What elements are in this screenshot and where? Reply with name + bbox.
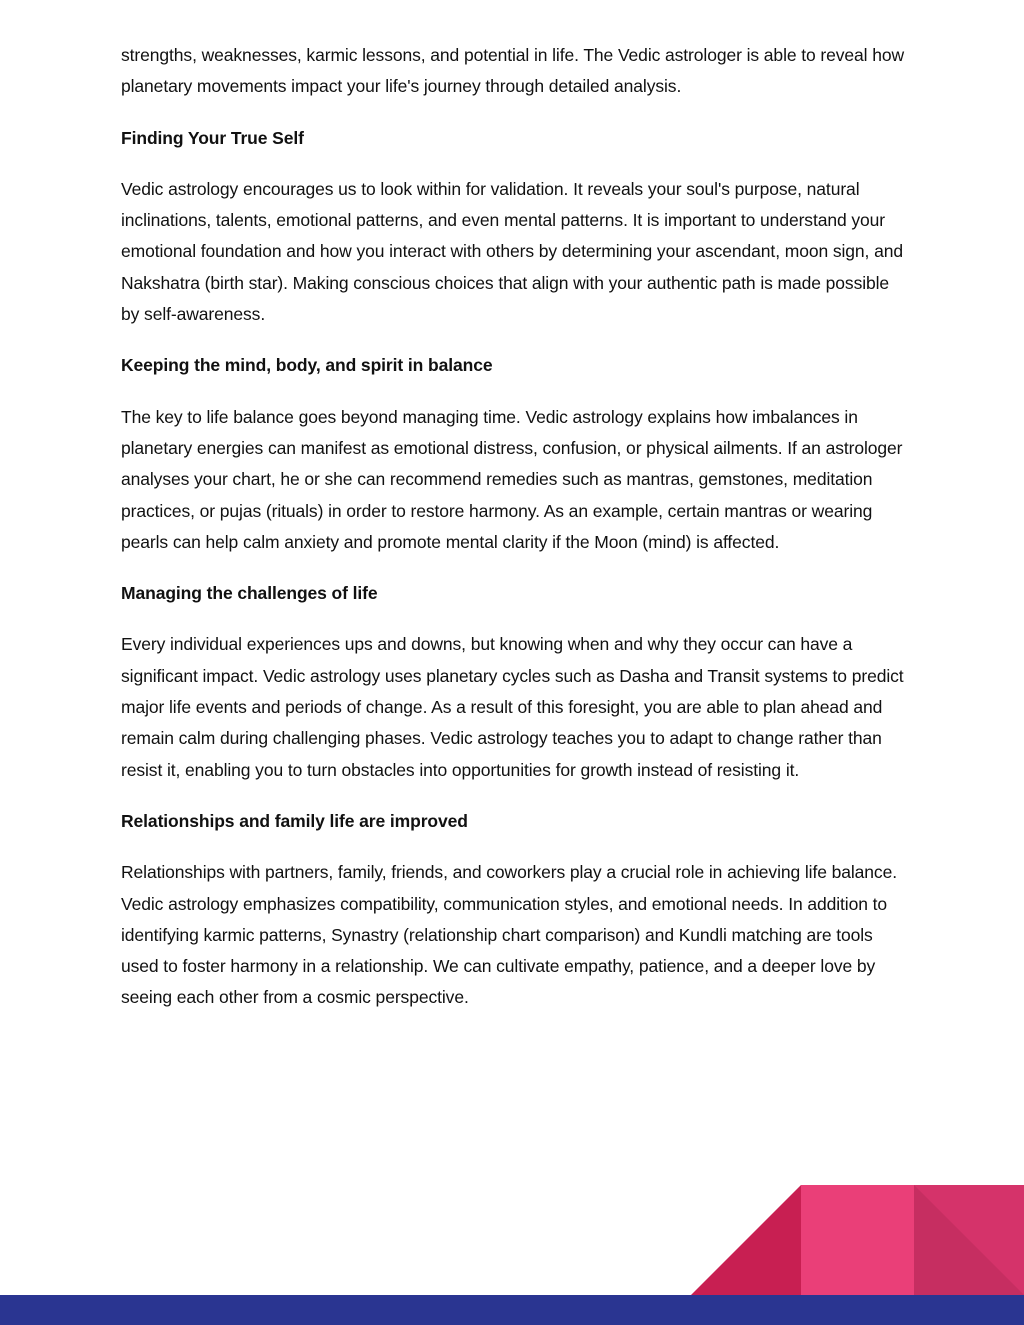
pink-block-shape xyxy=(801,1185,914,1295)
section-paragraph-balance: The key to life balance goes beyond managing time. Vedic astrology explains how imbalances in planetary energies can manifest as emotional distress, confusion, or physical ailments. If an astrologer analyses your chart, he or she can recommend remedies such as mantras, gemstones, meditation practices, or pujas (rituals) in order to restore harmony. As an example, certain mantras or wearing pearls can help calm anxiety and promote mental clarity if the Moon (mind) is affected. xyxy=(121,406,903,552)
footer-decoration xyxy=(0,1180,1024,1325)
section-paragraph-true-self: Vedic astrology encourages us to look within for validation. It reveals your soul's purpose, natural inclinations, talents, emotional patterns, and even mental patterns. It is important to understand your emotional foundation and how you interact with others by determining your ascendant, moon sign, and Nakshatra (birth star). Making conscious choices that align with your authentic path is made possible by self-awareness. xyxy=(121,178,903,325)
intro-paragraph: strengths, weaknesses, karmic lessons, and potential in life. The Vedic astrologer is able to reveal how planetary movements impact your life's journey through detailed analysis. xyxy=(121,45,905,97)
section-heading-relationships: Relationships and family life are improved xyxy=(121,810,468,831)
section-heading-true-self: Finding Your True Self xyxy=(121,127,304,148)
section-paragraph-relationships: Relationships with partners, family, friends, and coworkers play a crucial role in achieving life balance. Vedic astrology emphasizes compatibility, communication styles, and emotional needs. In addition to identifying karmic patterns, Synastry (relationship chart comparison) and Kundli matching are tools used to foster harmony in a relationship. We can cultivate empathy, patience, and a deeper love by seeing each other from a cosmic perspective. xyxy=(121,862,897,1008)
navy-footer-band xyxy=(0,1295,1024,1325)
document-body xyxy=(121,40,911,1034)
section-paragraph-challenges: Every individual experiences ups and downs, but knowing when and why they occur can have a significant impact. Vedic astrology uses planetary cycles such as Dasha and Transit systems to predict major life events and periods of change. As a result of this foresight, you are able to plan ahead and remain calm during challenging phases. Vedic astrology teaches you to adapt to change rather than resist it, enabling you to turn obstacles into opportunities for growth instead of resisting it. xyxy=(121,634,904,780)
section-heading-balance: Keeping the mind, body, and spirit in balance xyxy=(121,355,493,376)
crimson-triangle-shape xyxy=(691,1185,801,1295)
section-heading-challenges: Managing the challenges of life xyxy=(121,583,378,604)
